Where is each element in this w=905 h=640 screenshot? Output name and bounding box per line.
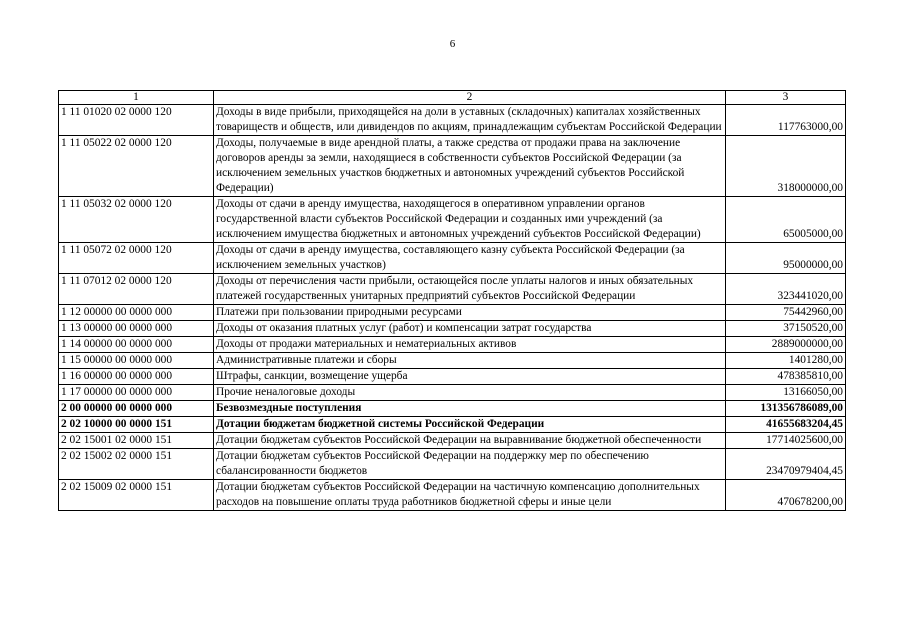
table-row [59,433,846,449]
row-code: 1 11 07012 02 0000 120 [59,274,214,305]
row-code: 1 11 05032 02 0000 120 [59,197,214,243]
row-amount: 65005000,00 [726,197,846,243]
row-code: 2 02 15009 02 0000 151 [59,480,214,511]
row-code: 2 00 00000 00 0000 000 [59,401,214,417]
row-name: Дотации бюджетам бюджетной системы Российской Федерации [214,417,726,433]
table-row [59,369,846,385]
row-name: Безвозмездные поступления [214,401,726,417]
row-amount: 1401280,00 [726,353,846,369]
row-amount: 478385810,00 [726,369,846,385]
row-name: Штрафы, санкции, возмещение ущерба [214,369,726,385]
column-header-amount: 3 [726,91,846,105]
row-amount: 37150520,00 [726,321,846,337]
row-amount: 131356786089,00 [726,401,846,417]
row-amount: 13166050,00 [726,385,846,401]
table-row [59,480,846,511]
table-row [59,321,846,337]
row-name: Дотации бюджетам субъектов Российской Федерации на частичную компенсацию дополнительных расходов на повышение оплаты труда работников бюджетной сферы и иные цели [214,480,726,511]
table-header-row [59,91,846,105]
row-name: Доходы от продажи материальных и нематериальных активов [214,337,726,353]
table-row [59,243,846,274]
table-row [59,197,846,243]
row-amount: 41655683204,45 [726,417,846,433]
row-amount: 470678200,00 [726,480,846,511]
row-code: 1 17 00000 00 0000 000 [59,385,214,401]
row-name: Доходы от перечисления части прибыли, остающейся после уплаты налогов и иных обязательных платежей государственных унитарных предприятий субъектов Российской Федерации [214,274,726,305]
row-name: Платежи при пользовании природными ресурсами [214,305,726,321]
row-name: Прочие неналоговые доходы [214,385,726,401]
table-row [59,274,846,305]
row-code: 2 02 15002 02 0000 151 [59,449,214,480]
row-name: Доходы, получаемые в виде арендной платы, а также средства от продажи права на заключение договоров аренды за земли, находящиеся в собственности субъектов Российской Федерации (за исключением земельных участков бюджетных и автономных учреждений субъектов Российской Федерации) [214,136,726,197]
table-row [59,337,846,353]
table-row [59,353,846,369]
row-code: 1 11 05022 02 0000 120 [59,136,214,197]
row-amount: 23470979404,45 [726,449,846,480]
row-amount: 117763000,00 [726,105,846,136]
column-header-name: 2 [214,91,726,105]
row-amount: 2889000000,00 [726,337,846,353]
column-header-code: 1 [59,91,214,105]
row-name: Административные платежи и сборы [214,353,726,369]
row-name: Доходы от сдачи в аренду имущества, находящегося в оперативном управлении органов государственной власти субъектов Российской Федерации и созданных ими учреждений (за исключением имущества бюджетных и автономных учреждений субъектов Российской Федерации) [214,197,726,243]
row-code: 1 11 05072 02 0000 120 [59,243,214,274]
table-row [59,305,846,321]
table-row [59,105,846,136]
row-code: 1 11 01020 02 0000 120 [59,105,214,136]
row-code: 2 02 15001 02 0000 151 [59,433,214,449]
page-number: 6 [449,38,456,50]
table-row-section-total [59,401,846,417]
row-amount: 75442960,00 [726,305,846,321]
row-name: Доходы от оказания платных услуг (работ) и компенсации затрат государства [214,321,726,337]
row-name: Доходы в виде прибыли, приходящейся на доли в уставных (складочных) капиталах хозяйственных товариществ и обществ, или дивидендов по акциям, принадлежащим субъектам Российской Федерации [214,105,726,136]
row-amount: 95000000,00 [726,243,846,274]
budget-revenue-table [58,90,846,511]
row-amount: 318000000,00 [726,136,846,197]
row-code: 1 16 00000 00 0000 000 [59,369,214,385]
table-row-section-total [59,417,846,433]
row-code: 1 14 00000 00 0000 000 [59,337,214,353]
table-row [59,449,846,480]
row-amount: 17714025600,00 [726,433,846,449]
row-name: Доходы от сдачи в аренду имущества, составляющего казну субъекта Российской Федерации (за исключением земельных участков) [214,243,726,274]
row-name: Дотации бюджетам субъектов Российской Федерации на выравнивание бюджетной обеспеченности [214,433,726,449]
row-code: 1 13 00000 00 0000 000 [59,321,214,337]
row-code: 1 15 00000 00 0000 000 [59,353,214,369]
row-name: Дотации бюджетам субъектов Российской Федерации на поддержку мер по обеспечению сбалансированности бюджетов [214,449,726,480]
row-amount: 323441020,00 [726,274,846,305]
row-code: 2 02 10000 00 0000 151 [59,417,214,433]
table-row [59,385,846,401]
table-row [59,136,846,197]
row-code: 1 12 00000 00 0000 000 [59,305,214,321]
